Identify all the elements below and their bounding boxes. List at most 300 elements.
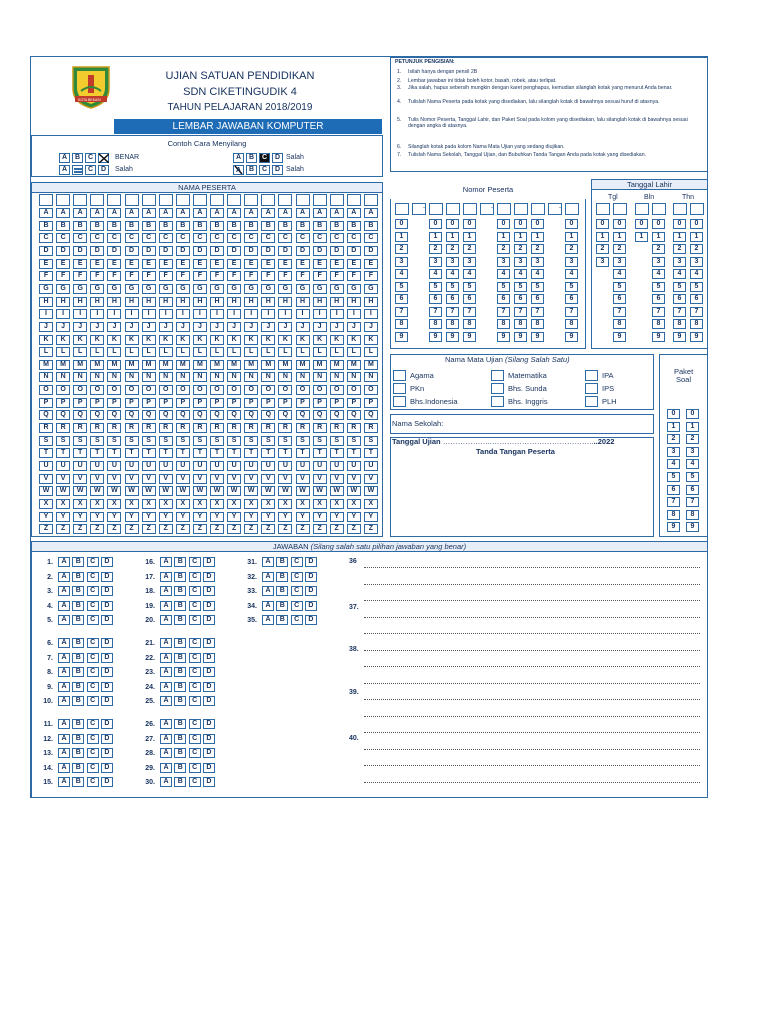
- tgl-digit-bubble[interactable]: 3: [652, 257, 665, 267]
- nomor-digit-bubble[interactable]: 7: [565, 307, 578, 317]
- name-letter-bubble[interactable]: L: [142, 347, 156, 357]
- name-letter-bubble[interactable]: L: [364, 347, 378, 357]
- nomor-digit-bubble[interactable]: 9: [531, 332, 544, 342]
- name-letter-bubble[interactable]: S: [107, 436, 121, 446]
- name-letter-bubble[interactable]: W: [142, 486, 156, 496]
- name-letter-bubble[interactable]: U: [56, 461, 70, 471]
- answer-option-bubble[interactable]: A: [160, 638, 172, 648]
- name-letter-bubble[interactable]: U: [261, 461, 275, 471]
- nomor-digit-bubble[interactable]: 5: [514, 282, 527, 292]
- name-letter-bubble[interactable]: A: [107, 208, 121, 218]
- answer-option-bubble[interactable]: D: [203, 601, 215, 611]
- nomor-digit-bubble[interactable]: 9: [395, 332, 408, 342]
- answer-option-bubble[interactable]: B: [174, 719, 186, 729]
- name-letter-bubble[interactable]: A: [210, 208, 224, 218]
- name-letter-bubble[interactable]: Z: [107, 524, 121, 534]
- name-write-cell[interactable]: [125, 194, 139, 206]
- name-letter-bubble[interactable]: U: [347, 461, 361, 471]
- name-letter-bubble[interactable]: X: [107, 499, 121, 509]
- name-letter-bubble[interactable]: P: [90, 398, 104, 408]
- answer-option-bubble[interactable]: D: [101, 734, 113, 744]
- answer-option-bubble[interactable]: B: [276, 601, 288, 611]
- name-letter-bubble[interactable]: A: [330, 208, 344, 218]
- name-letter-bubble[interactable]: V: [330, 474, 344, 484]
- name-letter-bubble[interactable]: H: [347, 297, 361, 307]
- name-letter-bubble[interactable]: F: [347, 271, 361, 281]
- name-letter-bubble[interactable]: J: [244, 322, 258, 332]
- tgl-digit-bubble[interactable]: 4: [690, 269, 703, 279]
- name-letter-bubble[interactable]: G: [296, 284, 310, 294]
- name-letter-bubble[interactable]: O: [313, 385, 327, 395]
- name-letter-bubble[interactable]: U: [227, 461, 241, 471]
- name-letter-bubble[interactable]: A: [56, 208, 70, 218]
- name-letter-bubble[interactable]: Y: [313, 512, 327, 522]
- name-letter-bubble[interactable]: D: [313, 246, 327, 256]
- name-letter-bubble[interactable]: W: [125, 486, 139, 496]
- name-write-cell[interactable]: [347, 194, 361, 206]
- tgl-digit-bubble[interactable]: 0: [635, 219, 648, 229]
- answer-option-bubble[interactable]: B: [72, 601, 84, 611]
- name-letter-bubble[interactable]: I: [125, 309, 139, 319]
- name-letter-bubble[interactable]: F: [90, 271, 104, 281]
- nomor-digit-bubble[interactable]: 3: [446, 257, 459, 267]
- name-letter-bubble[interactable]: U: [142, 461, 156, 471]
- nomor-write-cell[interactable]: [531, 203, 545, 215]
- name-letter-bubble[interactable]: H: [73, 297, 87, 307]
- nomor-digit-bubble[interactable]: 1: [446, 232, 459, 242]
- name-letter-bubble[interactable]: F: [364, 271, 378, 281]
- essay-answer-line[interactable]: [364, 650, 700, 651]
- name-letter-bubble[interactable]: J: [261, 322, 275, 332]
- answer-option-bubble[interactable]: D: [101, 653, 113, 663]
- name-letter-bubble[interactable]: B: [261, 221, 275, 231]
- nomor-digit-bubble[interactable]: 1: [395, 232, 408, 242]
- name-letter-bubble[interactable]: F: [142, 271, 156, 281]
- name-letter-bubble[interactable]: B: [210, 221, 224, 231]
- answer-option-bubble[interactable]: B: [276, 615, 288, 625]
- name-letter-bubble[interactable]: R: [364, 423, 378, 433]
- name-write-cell[interactable]: [244, 194, 258, 206]
- name-letter-bubble[interactable]: Q: [107, 410, 121, 420]
- name-letter-bubble[interactable]: Y: [227, 512, 241, 522]
- name-letter-bubble[interactable]: O: [90, 385, 104, 395]
- answer-option-bubble[interactable]: B: [174, 682, 186, 692]
- name-letter-bubble[interactable]: D: [73, 246, 87, 256]
- name-letter-bubble[interactable]: C: [73, 233, 87, 243]
- name-letter-bubble[interactable]: F: [330, 271, 344, 281]
- name-letter-bubble[interactable]: U: [107, 461, 121, 471]
- name-letter-bubble[interactable]: P: [107, 398, 121, 408]
- name-letter-bubble[interactable]: O: [330, 385, 344, 395]
- name-letter-bubble[interactable]: Y: [56, 512, 70, 522]
- answer-option-bubble[interactable]: B: [174, 557, 186, 567]
- nomor-digit-bubble[interactable]: 4: [531, 269, 544, 279]
- name-letter-bubble[interactable]: Q: [176, 410, 190, 420]
- name-letter-bubble[interactable]: W: [107, 486, 121, 496]
- name-letter-bubble[interactable]: C: [330, 233, 344, 243]
- answer-option-bubble[interactable]: A: [160, 667, 172, 677]
- nomor-digit-bubble[interactable]: 4: [429, 269, 442, 279]
- name-letter-bubble[interactable]: E: [330, 259, 344, 269]
- name-letter-bubble[interactable]: M: [142, 360, 156, 370]
- answer-option-bubble[interactable]: A: [58, 638, 70, 648]
- nomor-digit-bubble[interactable]: 6: [395, 294, 408, 304]
- name-letter-bubble[interactable]: S: [244, 436, 258, 446]
- name-letter-bubble[interactable]: M: [176, 360, 190, 370]
- name-letter-bubble[interactable]: S: [73, 436, 87, 446]
- essay-answer-line[interactable]: [364, 600, 700, 601]
- name-letter-bubble[interactable]: N: [313, 372, 327, 382]
- name-letter-bubble[interactable]: I: [347, 309, 361, 319]
- answer-option-bubble[interactable]: C: [189, 557, 201, 567]
- answer-option-bubble[interactable]: C: [189, 777, 201, 787]
- name-letter-bubble[interactable]: S: [90, 436, 104, 446]
- name-letter-bubble[interactable]: X: [261, 499, 275, 509]
- name-letter-bubble[interactable]: S: [330, 436, 344, 446]
- answer-option-bubble[interactable]: D: [203, 653, 215, 663]
- name-letter-bubble[interactable]: L: [261, 347, 275, 357]
- name-letter-bubble[interactable]: N: [107, 372, 121, 382]
- name-letter-bubble[interactable]: P: [73, 398, 87, 408]
- paket-digit-bubble-2[interactable]: 8: [686, 510, 699, 520]
- name-write-cell[interactable]: [296, 194, 310, 206]
- name-letter-bubble[interactable]: M: [296, 360, 310, 370]
- answer-option-bubble[interactable]: C: [87, 748, 99, 758]
- name-letter-bubble[interactable]: W: [227, 486, 241, 496]
- name-letter-bubble[interactable]: F: [39, 271, 53, 281]
- answer-option-bubble[interactable]: D: [101, 763, 113, 773]
- name-letter-bubble[interactable]: N: [142, 372, 156, 382]
- name-letter-bubble[interactable]: M: [227, 360, 241, 370]
- name-letter-bubble[interactable]: G: [278, 284, 292, 294]
- name-letter-bubble[interactable]: R: [56, 423, 70, 433]
- name-letter-bubble[interactable]: C: [227, 233, 241, 243]
- answer-option-bubble[interactable]: A: [160, 601, 172, 611]
- answer-option-bubble[interactable]: C: [291, 586, 303, 596]
- answer-option-bubble[interactable]: A: [262, 615, 274, 625]
- name-letter-bubble[interactable]: L: [39, 347, 53, 357]
- answer-option-bubble[interactable]: B: [276, 557, 288, 567]
- name-letter-bubble[interactable]: B: [330, 221, 344, 231]
- answer-option-bubble[interactable]: B: [72, 734, 84, 744]
- name-letter-bubble[interactable]: K: [176, 335, 190, 345]
- name-letter-bubble[interactable]: C: [313, 233, 327, 243]
- name-letter-bubble[interactable]: H: [90, 297, 104, 307]
- tgl-digit-bubble[interactable]: 5: [673, 282, 686, 292]
- name-letter-bubble[interactable]: T: [159, 448, 173, 458]
- nomor-digit-bubble[interactable]: 0: [429, 219, 442, 229]
- name-letter-bubble[interactable]: S: [176, 436, 190, 446]
- answer-option-bubble[interactable]: B: [174, 601, 186, 611]
- answer-option-bubble[interactable]: A: [160, 653, 172, 663]
- name-letter-bubble[interactable]: I: [296, 309, 310, 319]
- name-letter-bubble[interactable]: I: [176, 309, 190, 319]
- answer-option-bubble[interactable]: A: [262, 572, 274, 582]
- name-letter-bubble[interactable]: P: [176, 398, 190, 408]
- essay-answer-line[interactable]: [364, 765, 700, 766]
- name-letter-bubble[interactable]: W: [296, 486, 310, 496]
- name-letter-bubble[interactable]: T: [261, 448, 275, 458]
- name-letter-bubble[interactable]: L: [193, 347, 207, 357]
- name-letter-bubble[interactable]: S: [364, 436, 378, 446]
- answer-option-bubble[interactable]: D: [305, 615, 317, 625]
- answer-option-bubble[interactable]: B: [276, 586, 288, 596]
- answer-option-bubble[interactable]: B: [72, 763, 84, 773]
- paket-digit-bubble[interactable]: 6: [667, 485, 680, 495]
- nomor-digit-bubble[interactable]: 3: [531, 257, 544, 267]
- name-letter-bubble[interactable]: R: [90, 423, 104, 433]
- tgl-digit-bubble[interactable]: 3: [690, 257, 703, 267]
- name-letter-bubble[interactable]: J: [159, 322, 173, 332]
- name-letter-bubble[interactable]: G: [176, 284, 190, 294]
- answer-option-bubble[interactable]: A: [58, 748, 70, 758]
- answer-option-bubble[interactable]: B: [174, 638, 186, 648]
- name-letter-bubble[interactable]: Q: [193, 410, 207, 420]
- name-letter-bubble[interactable]: D: [107, 246, 121, 256]
- answer-option-bubble[interactable]: D: [101, 586, 113, 596]
- name-letter-bubble[interactable]: D: [261, 246, 275, 256]
- nomor-digit-bubble[interactable]: 6: [429, 294, 442, 304]
- name-letter-bubble[interactable]: J: [347, 322, 361, 332]
- name-letter-bubble[interactable]: X: [125, 499, 139, 509]
- tgl-digit-bubble[interactable]: 5: [613, 282, 626, 292]
- name-letter-bubble[interactable]: U: [193, 461, 207, 471]
- name-letter-bubble[interactable]: W: [56, 486, 70, 496]
- name-letter-bubble[interactable]: X: [176, 499, 190, 509]
- name-letter-bubble[interactable]: U: [90, 461, 104, 471]
- name-letter-bubble[interactable]: N: [39, 372, 53, 382]
- tgl-digit-bubble[interactable]: 8: [673, 319, 686, 329]
- name-letter-bubble[interactable]: J: [56, 322, 70, 332]
- name-letter-bubble[interactable]: A: [176, 208, 190, 218]
- name-letter-bubble[interactable]: P: [313, 398, 327, 408]
- name-letter-bubble[interactable]: L: [278, 347, 292, 357]
- name-letter-bubble[interactable]: X: [296, 499, 310, 509]
- name-letter-bubble[interactable]: A: [193, 208, 207, 218]
- name-letter-bubble[interactable]: E: [90, 259, 104, 269]
- tgl-digit-bubble[interactable]: 0: [673, 219, 686, 229]
- name-letter-bubble[interactable]: Q: [244, 410, 258, 420]
- name-letter-bubble[interactable]: B: [227, 221, 241, 231]
- name-letter-bubble[interactable]: G: [159, 284, 173, 294]
- name-letter-bubble[interactable]: P: [142, 398, 156, 408]
- nomor-digit-bubble[interactable]: 7: [463, 307, 476, 317]
- name-letter-bubble[interactable]: N: [244, 372, 258, 382]
- answer-option-bubble[interactable]: C: [87, 682, 99, 692]
- answer-option-bubble[interactable]: C: [87, 696, 99, 706]
- name-letter-bubble[interactable]: Q: [159, 410, 173, 420]
- name-letter-bubble[interactable]: L: [159, 347, 173, 357]
- answer-option-bubble[interactable]: A: [160, 586, 172, 596]
- name-letter-bubble[interactable]: O: [176, 385, 190, 395]
- name-letter-bubble[interactable]: A: [244, 208, 258, 218]
- name-letter-bubble[interactable]: B: [73, 221, 87, 231]
- answer-option-bubble[interactable]: B: [174, 748, 186, 758]
- tgl-digit-bubble[interactable]: 4: [613, 269, 626, 279]
- name-letter-bubble[interactable]: F: [56, 271, 70, 281]
- essay-answer-line[interactable]: [364, 633, 700, 634]
- name-letter-bubble[interactable]: O: [261, 385, 275, 395]
- name-letter-bubble[interactable]: T: [278, 448, 292, 458]
- name-letter-bubble[interactable]: W: [210, 486, 224, 496]
- answer-option-bubble[interactable]: D: [101, 615, 113, 625]
- name-letter-bubble[interactable]: J: [176, 322, 190, 332]
- answer-option-bubble[interactable]: C: [189, 696, 201, 706]
- name-letter-bubble[interactable]: I: [210, 309, 224, 319]
- mapel-checkbox[interactable]: [491, 370, 504, 381]
- name-letter-bubble[interactable]: I: [90, 309, 104, 319]
- answer-option-bubble[interactable]: C: [189, 734, 201, 744]
- name-letter-bubble[interactable]: B: [142, 221, 156, 231]
- answer-option-bubble[interactable]: D: [101, 601, 113, 611]
- answer-option-bubble[interactable]: B: [72, 777, 84, 787]
- name-letter-bubble[interactable]: C: [107, 233, 121, 243]
- name-letter-bubble[interactable]: Q: [227, 410, 241, 420]
- nomor-write-cell[interactable]: [395, 203, 409, 215]
- answer-option-bubble[interactable]: A: [58, 601, 70, 611]
- name-write-cell[interactable]: [193, 194, 207, 206]
- name-letter-bubble[interactable]: K: [73, 335, 87, 345]
- name-letter-bubble[interactable]: E: [142, 259, 156, 269]
- nomor-digit-bubble[interactable]: 7: [497, 307, 510, 317]
- name-letter-bubble[interactable]: Z: [244, 524, 258, 534]
- name-letter-bubble[interactable]: C: [90, 233, 104, 243]
- essay-answer-line[interactable]: [364, 782, 700, 783]
- nomor-digit-bubble[interactable]: 7: [531, 307, 544, 317]
- name-letter-bubble[interactable]: J: [193, 322, 207, 332]
- name-letter-bubble[interactable]: Z: [347, 524, 361, 534]
- name-letter-bubble[interactable]: E: [278, 259, 292, 269]
- name-letter-bubble[interactable]: X: [313, 499, 327, 509]
- name-letter-bubble[interactable]: E: [261, 259, 275, 269]
- nomor-digit-bubble[interactable]: 4: [395, 269, 408, 279]
- name-letter-bubble[interactable]: Q: [347, 410, 361, 420]
- name-letter-bubble[interactable]: Y: [296, 512, 310, 522]
- name-letter-bubble[interactable]: Q: [364, 410, 378, 420]
- nomor-write-cell[interactable]: [565, 203, 579, 215]
- name-letter-bubble[interactable]: W: [73, 486, 87, 496]
- name-letter-bubble[interactable]: Y: [193, 512, 207, 522]
- nomor-digit-bubble[interactable]: 8: [395, 319, 408, 329]
- name-letter-bubble[interactable]: V: [261, 474, 275, 484]
- answer-option-bubble[interactable]: D: [203, 763, 215, 773]
- tgl-digit-bubble[interactable]: 8: [690, 319, 703, 329]
- nomor-digit-bubble[interactable]: 0: [531, 219, 544, 229]
- answer-option-bubble[interactable]: C: [87, 763, 99, 773]
- mapel-checkbox[interactable]: [393, 383, 406, 394]
- name-letter-bubble[interactable]: D: [296, 246, 310, 256]
- nomor-digit-bubble[interactable]: 8: [497, 319, 510, 329]
- name-write-cell[interactable]: [159, 194, 173, 206]
- name-letter-bubble[interactable]: I: [39, 309, 53, 319]
- name-letter-bubble[interactable]: N: [125, 372, 139, 382]
- answer-option-bubble[interactable]: D: [101, 696, 113, 706]
- name-letter-bubble[interactable]: A: [313, 208, 327, 218]
- tgl-digit-bubble[interactable]: 9: [652, 332, 665, 342]
- nomor-digit-bubble[interactable]: 5: [565, 282, 578, 292]
- name-letter-bubble[interactable]: E: [159, 259, 173, 269]
- name-letter-bubble[interactable]: E: [347, 259, 361, 269]
- name-letter-bubble[interactable]: Z: [193, 524, 207, 534]
- name-letter-bubble[interactable]: I: [261, 309, 275, 319]
- name-letter-bubble[interactable]: Y: [39, 512, 53, 522]
- name-letter-bubble[interactable]: P: [159, 398, 173, 408]
- name-letter-bubble[interactable]: O: [56, 385, 70, 395]
- name-letter-bubble[interactable]: K: [278, 335, 292, 345]
- name-letter-bubble[interactable]: L: [313, 347, 327, 357]
- name-letter-bubble[interactable]: K: [210, 335, 224, 345]
- name-write-cell[interactable]: [278, 194, 292, 206]
- name-letter-bubble[interactable]: M: [313, 360, 327, 370]
- tgl-digit-bubble[interactable]: 1: [635, 232, 648, 242]
- paket-digit-bubble[interactable]: 1: [667, 422, 680, 432]
- name-letter-bubble[interactable]: B: [313, 221, 327, 231]
- tgl-digit-bubble[interactable]: 7: [690, 307, 703, 317]
- name-letter-bubble[interactable]: V: [142, 474, 156, 484]
- name-letter-bubble[interactable]: G: [330, 284, 344, 294]
- answer-option-bubble[interactable]: C: [87, 557, 99, 567]
- answer-option-bubble[interactable]: B: [174, 653, 186, 663]
- nomor-write-cell[interactable]: [463, 203, 477, 215]
- paket-digit-bubble[interactable]: 5: [667, 472, 680, 482]
- name-letter-bubble[interactable]: W: [261, 486, 275, 496]
- tgl-write-cell[interactable]: [690, 203, 704, 215]
- answer-option-bubble[interactable]: D: [101, 638, 113, 648]
- tgl-digit-bubble[interactable]: 0: [652, 219, 665, 229]
- paket-digit-bubble[interactable]: 8: [667, 510, 680, 520]
- name-letter-bubble[interactable]: Q: [261, 410, 275, 420]
- name-letter-bubble[interactable]: F: [227, 271, 241, 281]
- answer-option-bubble[interactable]: D: [101, 777, 113, 787]
- answer-option-bubble[interactable]: B: [72, 615, 84, 625]
- tgl-digit-bubble[interactable]: 7: [652, 307, 665, 317]
- name-letter-bubble[interactable]: C: [125, 233, 139, 243]
- nomor-digit-bubble[interactable]: 5: [446, 282, 459, 292]
- nomor-digit-bubble[interactable]: 5: [463, 282, 476, 292]
- name-letter-bubble[interactable]: Z: [364, 524, 378, 534]
- name-letter-bubble[interactable]: W: [176, 486, 190, 496]
- name-letter-bubble[interactable]: M: [125, 360, 139, 370]
- name-letter-bubble[interactable]: H: [227, 297, 241, 307]
- name-letter-bubble[interactable]: D: [39, 246, 53, 256]
- paket-digit-bubble-2[interactable]: 1: [686, 422, 699, 432]
- name-letter-bubble[interactable]: F: [107, 271, 121, 281]
- name-letter-bubble[interactable]: X: [90, 499, 104, 509]
- answer-option-bubble[interactable]: C: [87, 734, 99, 744]
- name-letter-bubble[interactable]: E: [125, 259, 139, 269]
- name-letter-bubble[interactable]: G: [347, 284, 361, 294]
- name-letter-bubble[interactable]: R: [261, 423, 275, 433]
- tgl-digit-bubble[interactable]: 4: [673, 269, 686, 279]
- name-letter-bubble[interactable]: D: [193, 246, 207, 256]
- nomor-digit-bubble[interactable]: 9: [497, 332, 510, 342]
- nomor-digit-bubble[interactable]: 5: [531, 282, 544, 292]
- name-letter-bubble[interactable]: W: [159, 486, 173, 496]
- name-letter-bubble[interactable]: Z: [90, 524, 104, 534]
- name-letter-bubble[interactable]: M: [107, 360, 121, 370]
- name-letter-bubble[interactable]: E: [296, 259, 310, 269]
- answer-option-bubble[interactable]: A: [58, 572, 70, 582]
- name-letter-bubble[interactable]: I: [73, 309, 87, 319]
- name-letter-bubble[interactable]: M: [56, 360, 70, 370]
- name-letter-bubble[interactable]: D: [364, 246, 378, 256]
- name-letter-bubble[interactable]: J: [330, 322, 344, 332]
- answer-option-bubble[interactable]: D: [203, 557, 215, 567]
- name-letter-bubble[interactable]: I: [313, 309, 327, 319]
- name-letter-bubble[interactable]: K: [347, 335, 361, 345]
- paket-digit-bubble[interactable]: 4: [667, 459, 680, 469]
- name-write-cell[interactable]: [364, 194, 378, 206]
